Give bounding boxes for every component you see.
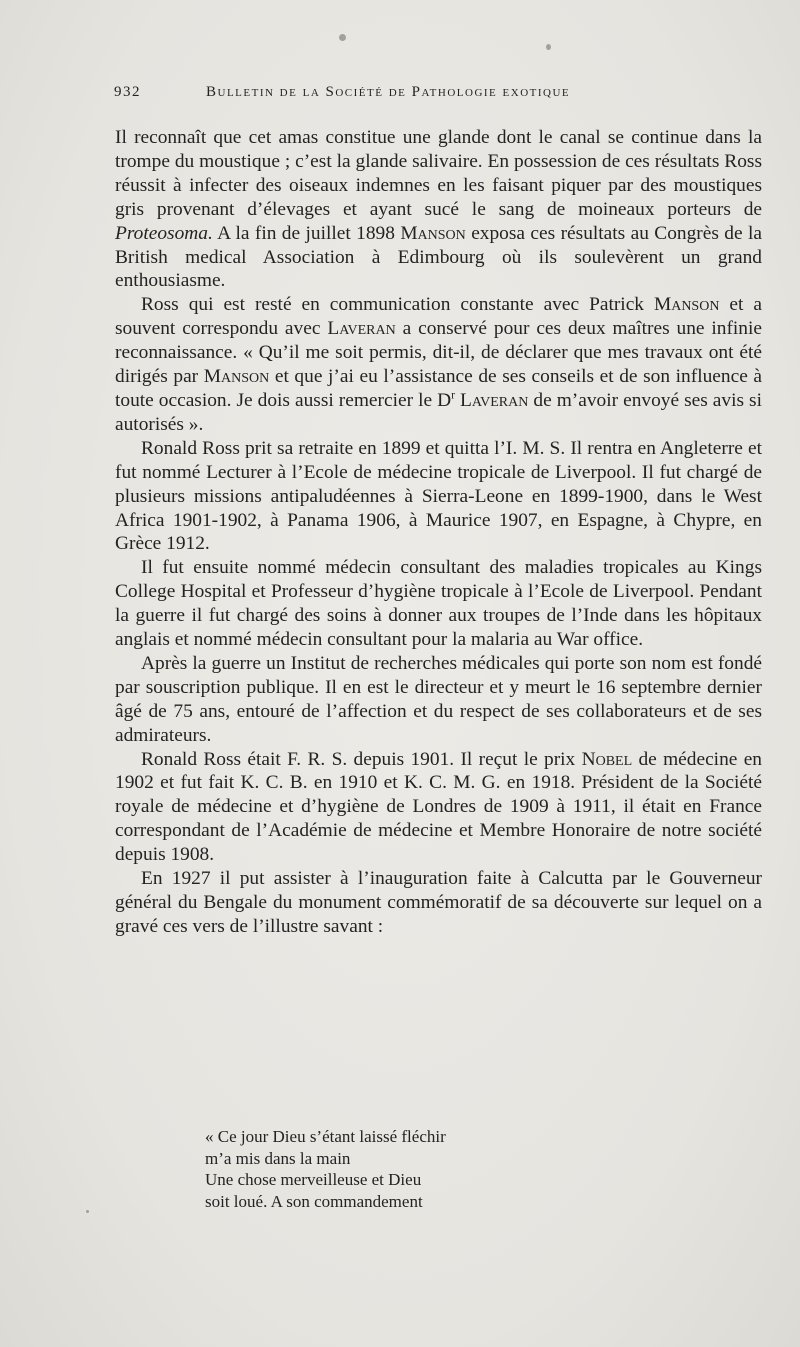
text-run: Ronald Ross était F. R. S. depuis 1901. Il reçut le prix [141,748,582,770]
ink-speck [339,34,346,41]
paragraph-2 [115,293,762,436]
article-body [115,126,762,939]
paragraph-4: Il fut ensuite nommé médecin consultant des maladies tropicales au Kings College Hospital et Professeur d’hygiène tropicale à l’Ecole de Liverpool. Pendant la guerre il fut chargé des soins à donner aux troupes de l’Inde dans les hôpitaux anglais et nommé médecin consultant pour la malaria au War office. [115,557,762,651]
paragraph-6 [115,748,762,868]
paragraph-3: Ronald Ross prit sa retraite en 1899 et quitta l’I. M. S. Il rentra en Angleterre et fut nommé Lecturer à l’Ecole de médecine tropicale de Liverpool. Il fut chargé de plusieurs missions antipaludéennes à Sierra-Leone en 1899-1900, dans le West Africa 1901-1902, à Panama 1906, à Maurice 1907, en Espagne, à Chypre, en Grèce 1912. [115,437,762,555]
text-run: et que j’ai eu l’assistance de ses conseils et de son influence à toute occasion. Je dois aussi remercier le D [115,366,763,411]
text-run: de m’avoir envoyé ses avis si autorisés ». [115,389,762,435]
text-run: a conservé pour ces deux maîtres une infinie reconnaissance. « Qu’il me soit permis, dit-il, de déclarer que mes travaux ont été dirigés par [115,318,762,388]
author-name: Laveran [327,318,396,340]
verse-line: Une chose merveilleuse et Dieu [205,1170,422,1190]
author-name: Manson [653,294,720,316]
text-run: et a souvent correspondu avec [115,294,762,340]
ink-speck [546,44,551,50]
paragraph-5: Après la guerre un Institut de recherches médicales qui porte son nom est fondé par souscription publique. Il en est le directeur et y meurt le 16 septembre dernier âgé de 75 ans, entouré de l’affection et du respect de ses collaborateurs et de ses admirateurs. [115,652,762,746]
text-run: exposa ces résultats au Congrès de la British medical Association à Edimbourg où ils soulevèrent un grand enthousiasme. [115,222,762,292]
text-run: Ross qui est resté en communication constante avec Patrick [141,294,654,316]
species-name: Proteosoma. [115,222,213,244]
running-header [114,84,674,101]
text-run: Il reconnaît que cet amas constitue une glande dont le canal se continue dans la trompe du moustique ; c’est la glande salivaire. En possession de ces résultats Ross réussit à infecter des oiseaux indemnes en les faisant piquer par des moustiques gris provenant d’élevages et ayant sucé le sang de moineaux porteurs de [115,127,762,220]
verse-line: soit loué. A son commandement [205,1191,423,1211]
author-name: Manson [203,366,270,388]
superscript: r [451,388,455,402]
text-run: de médecine en 1902 et fut fait K. C. B. en 1910 et K. C. M. G. en 1918. Président de la Société royale de médecine et d’hygiène de Londres de 1909 à 1911, il était en France correspondant de l’Académie de médecine et Membre Honoraire de notre société depuis 1908. [115,748,763,866]
text-run: A la fin de juillet 1898 [212,222,401,244]
verse-line: « Ce jour Dieu s’étant laissé fléchir [205,1127,446,1146]
paragraph-1 [115,126,762,293]
verse-line: m’a mis dans la main [205,1148,351,1168]
author-name: Manson [400,222,466,244]
ink-speck [86,1210,89,1213]
verse-quote [205,1126,565,1212]
page-number: 932 [114,84,141,100]
author-name: Laveran [459,389,529,411]
paragraph-7: En 1927 il put assister à l’inauguration faite à Calcutta par le Gouverneur général du Bengale du monument commémoratif de sa découverte sur lequel on a gravé ces vers de l’illustre savant : [115,868,762,937]
running-title: Bulletin de la Société de Pathologie exotique [206,84,571,100]
prize-name: Nobel [581,748,633,770]
